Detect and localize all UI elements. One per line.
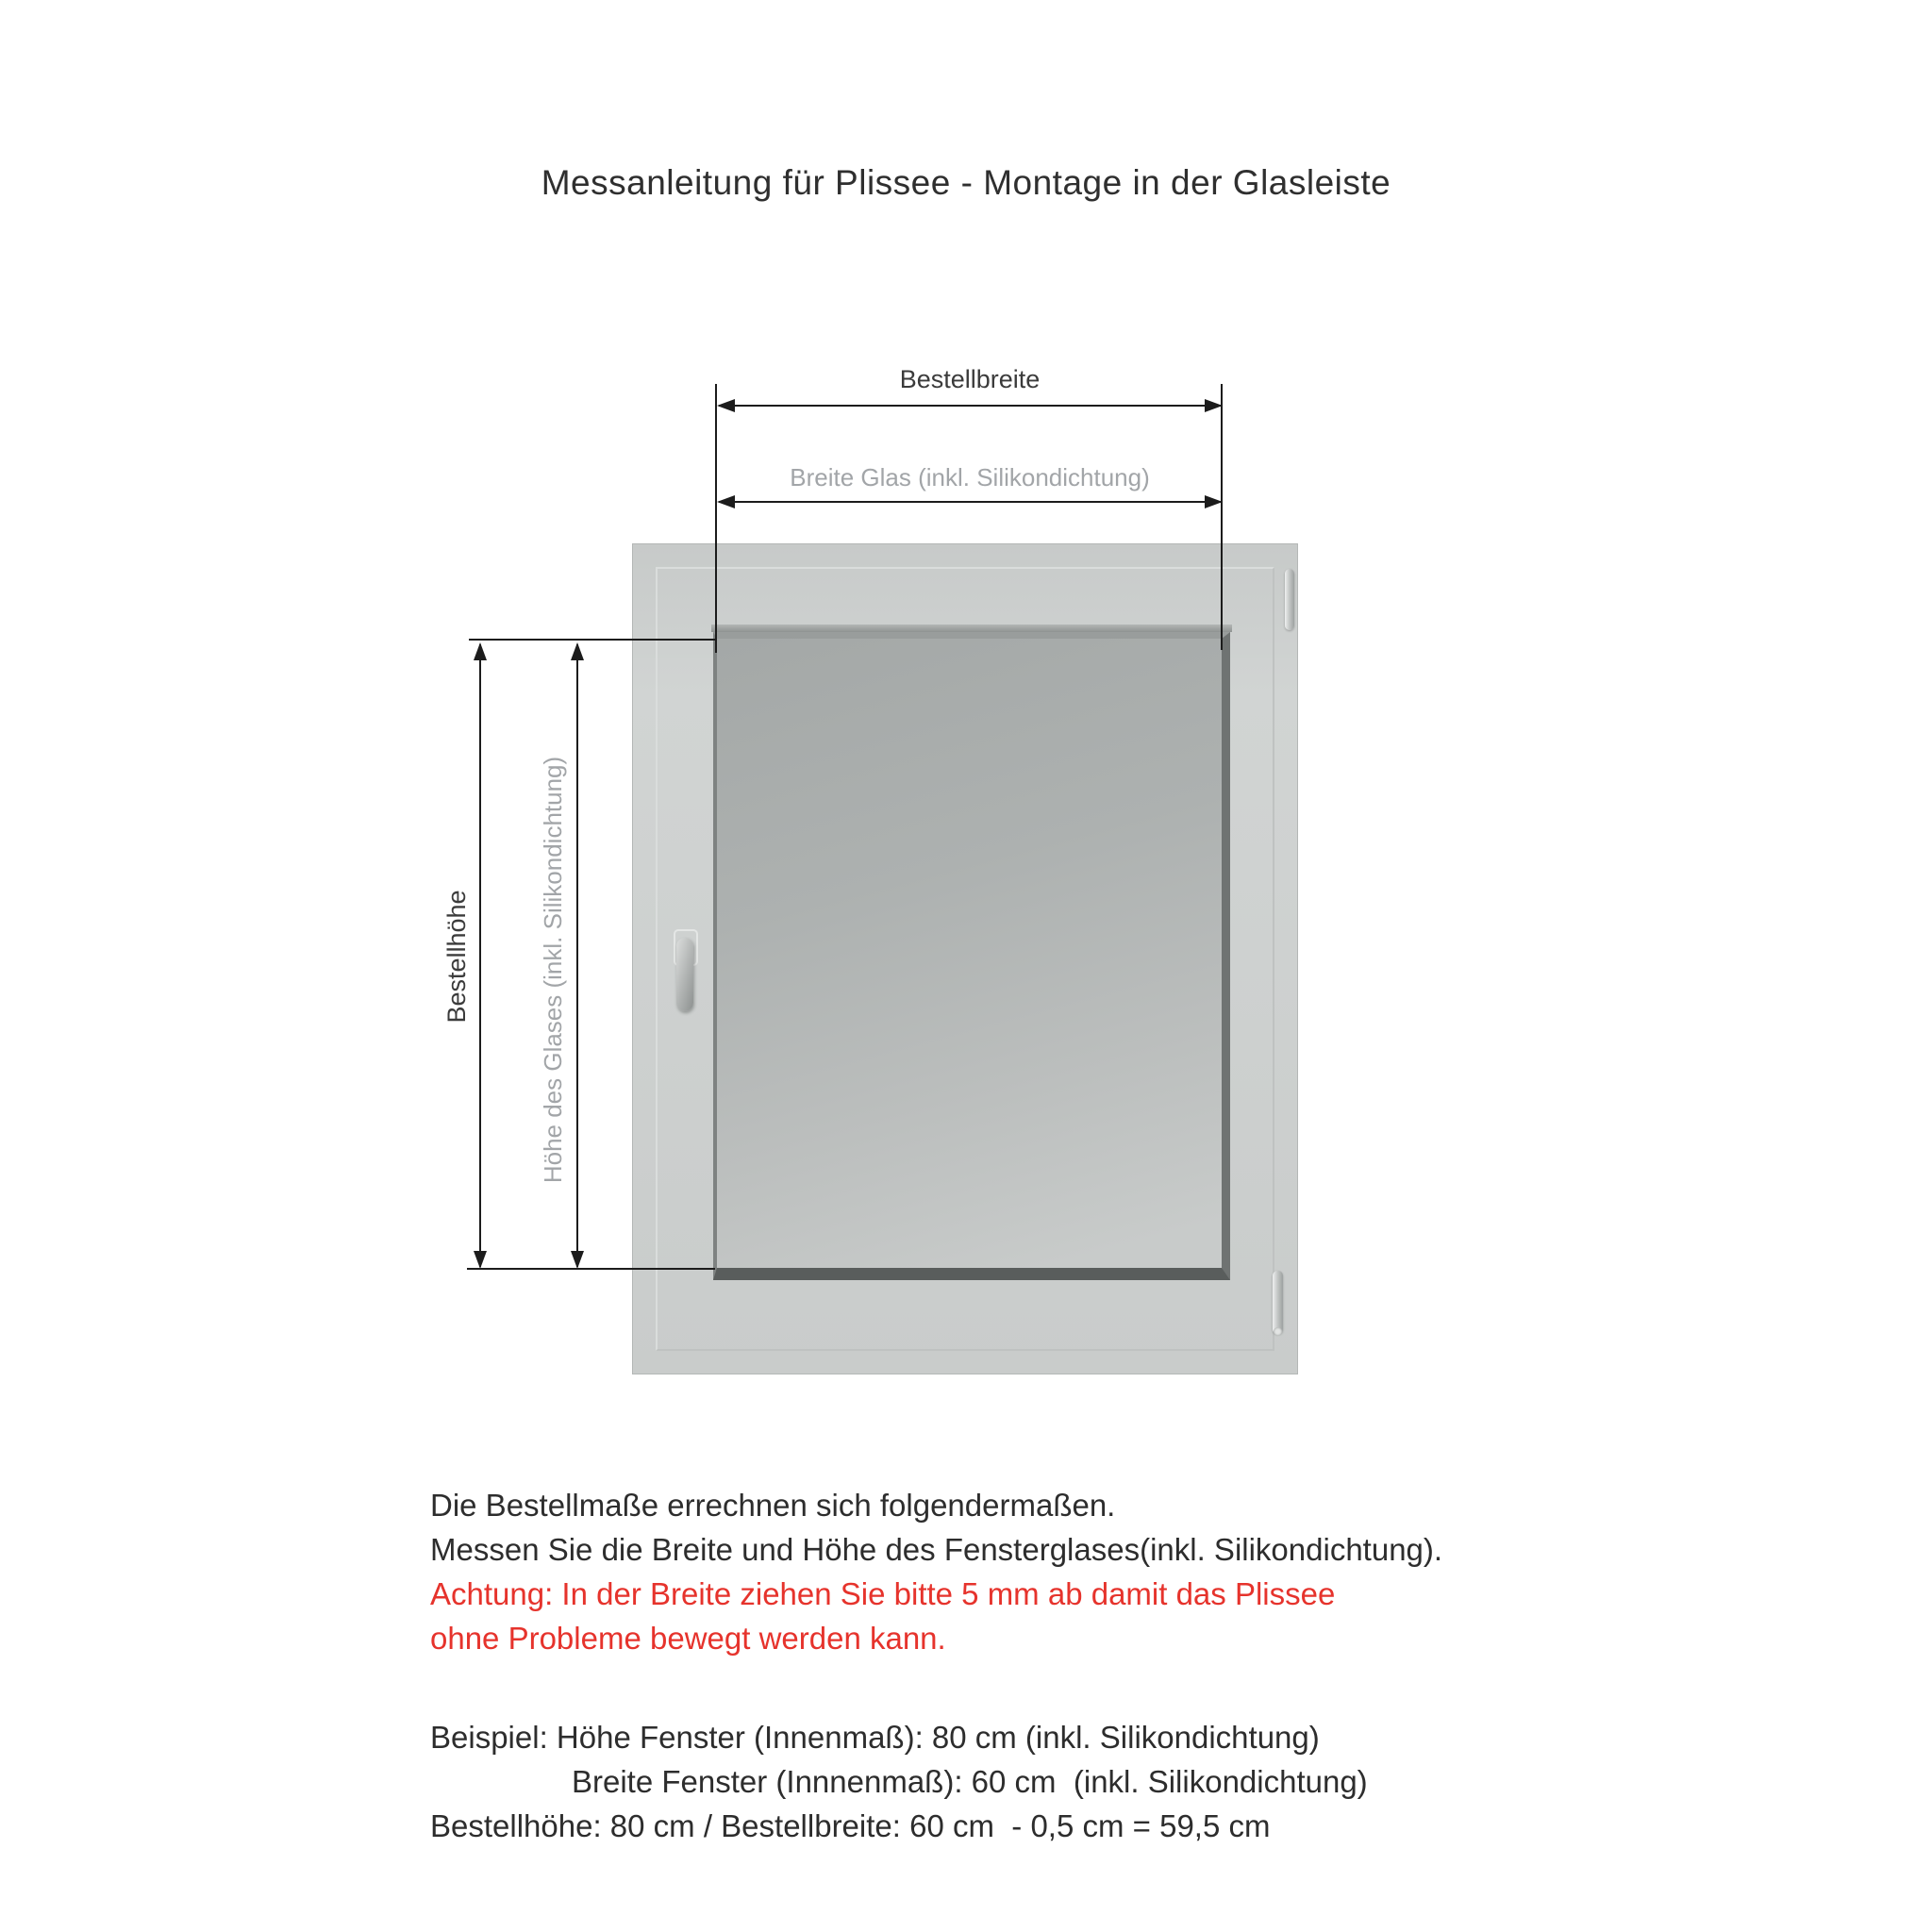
dimension-line — [479, 644, 481, 1267]
dimension-line — [719, 405, 1221, 407]
instructions-line-1: Die Bestellmaße errechnen sich folgendermaßen. — [430, 1488, 1116, 1523]
window-handle — [676, 938, 693, 1011]
extension-line-bottom — [467, 1268, 715, 1270]
window-illustration — [632, 543, 1298, 1374]
dimension-line — [719, 501, 1221, 503]
order-height-dimension-arrow — [473, 642, 488, 1269]
order-height-label: Bestellhöhe — [442, 890, 471, 1024]
page-title: Messanleitung für Plissee - Montage in der Glasleiste — [541, 163, 1391, 202]
arrow-right-icon — [1205, 399, 1223, 412]
arrow-down-icon — [474, 1251, 487, 1269]
arrow-down-icon — [571, 1251, 584, 1269]
glass-height-dimension-arrow — [570, 642, 585, 1269]
order-width-label: Bestellbreite — [899, 365, 1041, 393]
window-glass — [713, 632, 1230, 1280]
arrow-right-icon — [1205, 495, 1223, 508]
instructions-paragraph — [430, 1483, 1442, 1660]
extension-line-left — [715, 384, 717, 653]
dimension-line — [576, 644, 578, 1267]
example-line-1: Beispiel: Höhe Fenster (Innenmaß): 80 cm (inkl. Silikondichtung) — [430, 1720, 1320, 1755]
hinge-pin-icon — [1274, 1327, 1282, 1336]
warning-line-1: Achtung: In der Breite ziehen Sie bitte 5 mm ab damit das Plissee — [430, 1576, 1336, 1611]
example-paragraph — [430, 1715, 1368, 1848]
extension-line-right — [1221, 384, 1223, 650]
glass-width-dimension-arrow — [717, 494, 1223, 509]
hinge-top-icon — [1285, 569, 1294, 630]
glass-height-label: Höhe des Glases (inkl. Silikondichtung) — [539, 756, 567, 1184]
order-width-dimension-arrow — [717, 398, 1223, 413]
example-line-3: Bestellhöhe: 80 cm / Bestellbreite: 60 cm - 0,5 cm = 59,5 cm — [430, 1808, 1271, 1843]
extension-line-top — [469, 639, 715, 641]
instructions-line-2: Messen Sie die Breite und Höhe des Fensterglases(inkl. Silikondichtung). — [430, 1532, 1443, 1567]
glass-width-label: Breite Glas (inkl. Silikondichtung) — [790, 463, 1150, 491]
warning-line-2: ohne Probleme bewegt werden kann. — [430, 1621, 946, 1656]
hinge-bottom-icon — [1273, 1271, 1283, 1334]
example-line-2: Breite Fenster (Innnenmaß): 60 cm (inkl. Silikondichtung) — [572, 1764, 1368, 1799]
glazing-bead — [711, 625, 1232, 632]
